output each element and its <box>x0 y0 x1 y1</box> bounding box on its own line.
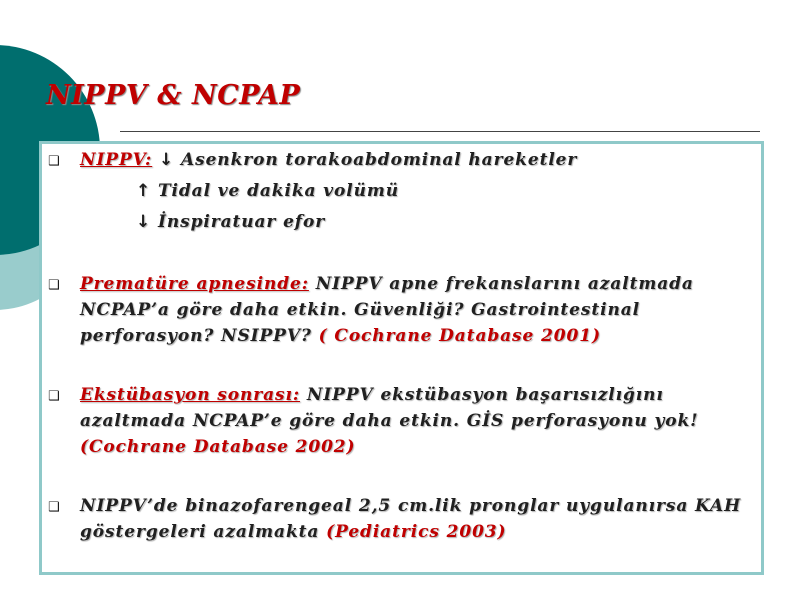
down-arrow-icon: ↓ <box>136 212 152 232</box>
item-3-line-2 <box>80 411 699 431</box>
item-1-text-3: İnspiratuar efor <box>157 212 326 232</box>
down-arrow-icon: ↓ <box>159 150 175 170</box>
hollow-square-bullet-icon: ❑ <box>48 278 60 293</box>
item-4-text-1: NIPPV’de binazofarengeal 2,5 cm.lik pronglar uygulanırsa KAH <box>80 496 742 516</box>
title-divider <box>120 131 760 132</box>
slide-title: NIPPV & NCPAP <box>46 80 301 111</box>
item-3-citation: (Cochrane Database 2002) <box>80 437 356 457</box>
item-4-line-1 <box>80 496 741 516</box>
item-4-line-2 <box>80 522 506 542</box>
item-2-text-1: NIPPV apne frekanslarını azaltmada <box>315 274 694 294</box>
item-2-line-2 <box>80 300 640 320</box>
item-2-line-1 <box>80 274 694 294</box>
item-1-line-1 <box>80 150 577 170</box>
hollow-square-bullet-icon: ❑ <box>48 154 60 169</box>
hollow-square-bullet-icon: ❑ <box>48 500 60 515</box>
item-3-line-3 <box>80 437 355 457</box>
item-3-label: Ekstübasyon sonrası: <box>80 385 301 405</box>
content-box <box>39 141 764 575</box>
item-3-text-1: NIPPV ekstübasyon başarısızlığını <box>306 385 664 405</box>
item-1-label: NIPPV: <box>80 150 153 170</box>
item-1-text-1: Asenkron torakoabdominal hareketler <box>181 150 578 170</box>
item-2-line-3 <box>80 326 601 346</box>
item-1-text-2: Tidal ve dakika volümü <box>157 181 400 201</box>
item-1-line-3 <box>136 212 325 232</box>
item-3-line-1 <box>80 385 664 405</box>
item-1-line-2 <box>136 181 399 201</box>
item-4-text-2: göstergeleri azalmakta <box>80 522 320 542</box>
item-2-label: Prematüre apnesinde: <box>80 274 309 294</box>
item-2-citation: ( Cochrane Database 2001) <box>318 326 601 346</box>
item-2-text-2: NCPAP’a göre daha etkin. Güvenliği? Gastrointestinal <box>80 300 640 320</box>
up-arrow-icon: ↑ <box>136 181 152 201</box>
item-3-text-2: azaltmada NCPAP’e göre daha etkin. GİS perforasyonu yok! <box>80 411 699 431</box>
hollow-square-bullet-icon: ❑ <box>48 389 60 404</box>
item-4-citation: (Pediatrics 2003) <box>326 522 507 542</box>
item-2-text-3: perforasyon? NSIPPV? <box>80 326 312 346</box>
